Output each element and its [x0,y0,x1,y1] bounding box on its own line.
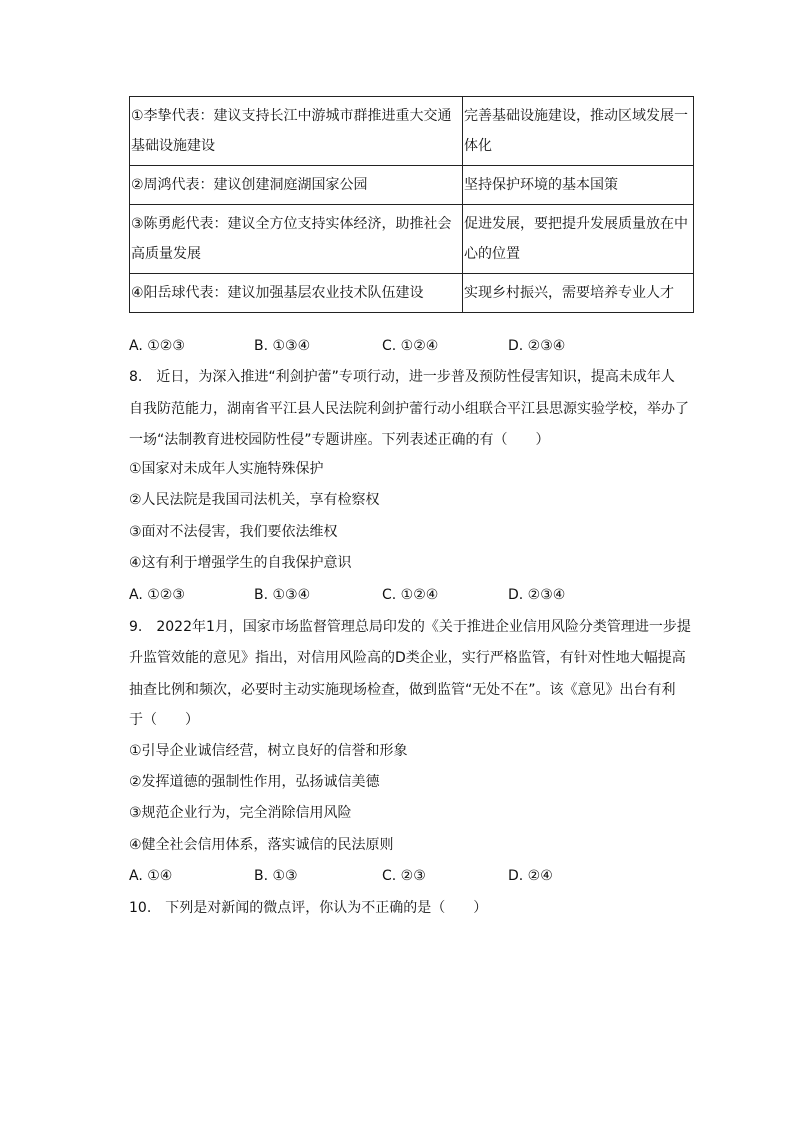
q9-stem-line: 抽查比例和频次，必要时主动实施现场检查，做到监管“无处不在”。该《意见》出台有利 [129,682,676,698]
q9-stem-line: 9. 2022年1月，国家市场监督管理总局印发的《关于推进企业信用风险分类管理进一步提 [129,619,691,635]
table-row [130,274,694,313]
table-row [130,205,694,274]
table-cell-proposal: ④阳岳球代表：建议加强基层农业技术队伍建设 [130,274,463,313]
q9-stem-line: 升监管效能的意见》指出，对信用风险高的D类企业，实行严格监管，有针对性地大幅提高 [129,650,686,666]
q7-option-d[interactable]: D. ②③④ [508,338,566,354]
q7-option-c[interactable]: C. ①②④ [382,338,439,354]
q8-stem-line: 一场“法制教育进校园防性侵”专题讲座。下列表述正确的有（ ） [129,432,550,448]
q9-option-b[interactable]: B. ①③ [254,868,298,884]
q8-statement: ④这有利于增强学生的自我保护意识 [129,555,352,571]
table-cell-interpretation: 坚持保护环境的基本国策 [463,166,694,205]
table-cell-proposal: ②周鸿代表：建议创建洞庭湖国家公园 [130,166,463,205]
table-cell-interpretation: 实现乡村振兴，需要培养专业人才 [463,274,694,313]
q9-option-d[interactable]: D. ②④ [508,868,553,884]
table-row [130,166,694,205]
q9-statement: ①引导企业诚信经营，树立良好的信誉和形象 [129,743,408,759]
q9-option-a[interactable]: A. ①④ [129,868,173,884]
table-cell-proposal: ①李挚代表：建议支持长江中游城市群推进重大交通基础设施建设 [130,97,463,166]
q8-option-b[interactable]: B. ①③④ [254,587,311,603]
q9-stem-line: 于（ ） [129,712,199,728]
q8-statement: ③面对不法侵害，我们要依法维权 [129,524,338,540]
q8-options [129,585,689,605]
table-row [130,97,694,166]
q8-statement: ①国家对未成年人实施特殊保护 [129,461,324,477]
q9-options [129,866,689,886]
q8-option-d[interactable]: D. ②③④ [508,587,566,603]
q9-statement: ③规范企业行为，完全消除信用风险 [129,805,352,821]
q8-option-a[interactable]: A. ①②③ [129,587,185,603]
q8-statement: ②人民法院是我国司法机关，享有检察权 [129,492,380,508]
q7-option-a[interactable]: A. ①②③ [129,338,185,354]
table-cell-interpretation: 完善基础设施建设，推动区域发展一体化 [463,97,694,166]
table-cell-proposal: ③陈勇彪代表：建议全方位支持实体经济，助推社会高质量发展 [130,205,463,274]
table-cell-interpretation: 促进发展，要把提升发展质量放在中心的位置 [463,205,694,274]
q9-option-c[interactable]: C. ②③ [382,868,426,884]
q9-statement: ④健全社会信用体系，落实诚信的民法原则 [129,837,394,853]
q8-stem-line: 8. 近日，为深入推进“利剑护蕾”专项行动，进一步普及预防性侵害知识，提高未成年人 [129,369,675,385]
representatives-table [129,96,694,313]
q9-statement: ②发挥道德的强制性作用，弘扬诚信美德 [129,774,380,790]
q8-stem-line: 自我防范能力，湖南省平江县人民法院利剑护蕾行动小组联合平江县思源实验学校，举办了 [129,401,689,417]
q8-option-c[interactable]: C. ①②④ [382,587,439,603]
q7-option-b[interactable]: B. ①③④ [254,338,311,354]
q10-stem-line: 10. 下列是对新闻的微点评，你认为不正确的是（ ） [129,900,488,916]
q7-options [129,336,689,356]
